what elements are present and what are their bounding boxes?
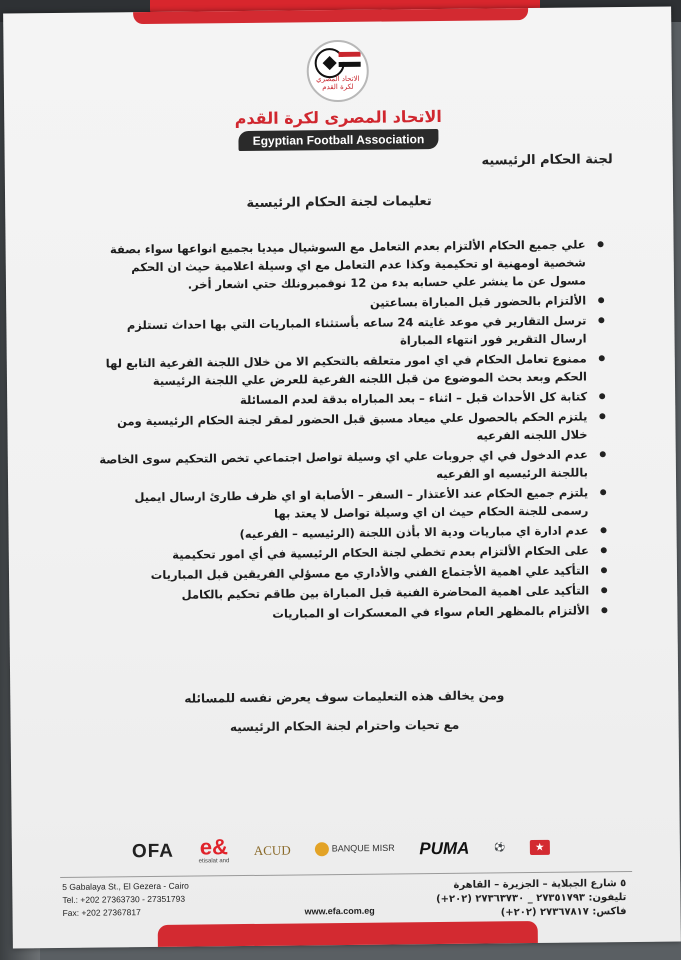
instructions-list — [94, 235, 608, 626]
acud-logo-icon: ACUD — [253, 842, 291, 858]
bullet-icon — [598, 317, 604, 323]
fax-arabic: فاكس: ٢٧٣٦٧٨١٧ (٢٠٢+) — [500, 906, 627, 919]
list-item: التأكيد علي اهمية الأجتماع الفني والأداري مع مسؤلي الفريقين قبل المباريات — [97, 561, 607, 584]
bullet-icon — [601, 547, 607, 553]
addressee: لجنة الحكام الرئيسيه — [481, 152, 613, 169]
bullet-icon — [599, 413, 605, 419]
sports-logo-icon: ⚽ — [493, 841, 506, 852]
association-name-arabic: الاتحاد المصرى لكرة القدم — [234, 106, 442, 129]
closing-warning: ومن يخالف هذه التعليمات سوف يعرض نفسه للمسائله — [184, 688, 505, 706]
list-item: علي جميع الحكام الألتزام بعدم التعامل مع السوشيال ميديا بجميع انواعها سواء بصفة شخصية اومهنية او تحكيمية وكذا عدم التعامل مع اي وسيلة اعلامية حيث ان الحكم مسول عن ما ينشر علي حسابه بدء من 12 نوفمبرونلك حتي اشعار أخر. — [94, 235, 605, 294]
footer-red-band — [158, 921, 538, 948]
bullet-icon — [598, 241, 604, 247]
ora-logo-icon: OFA — [131, 840, 175, 862]
bullet-icon — [601, 587, 607, 593]
list-item: عدم الدخول في اي جروبات علي اي وسيلة تواصل اجتماعي تخص التحكيم سوى الخاصة باللجنة الرئيسيه او الفرعيه — [96, 445, 606, 486]
website-link[interactable]: www.efa.com.eg — [304, 905, 375, 917]
contact-arabic — [436, 877, 627, 921]
telephone-arabic: تليفون: ٢٧٣٥١٧٩٣ _ ٢٧٣٦٣٧٣٠ (٢٠٢+) — [436, 892, 627, 906]
letterhead — [3, 37, 672, 154]
fax-english: Fax: +202 27367817 — [62, 907, 141, 918]
bullet-icon — [601, 527, 607, 533]
etisalat-logo-icon: e& etisalat and — [198, 834, 230, 865]
bullet-icon — [600, 489, 606, 495]
list-item: يلتزم الحكم بالحصول علي ميعاد مسبق قبل الحضور لمقر لجنة الحكام الرئيسية ومن خلال اللجنه الفرعيه — [95, 407, 605, 448]
letter-paper — [3, 7, 681, 949]
list-item: كتابة كل الأحداث قبل – اثناء – بعد المباراه بدقة لعدم المسائلة — [95, 387, 605, 410]
closing-regards: مع تحيات واحترام لجنة الحكام الرئيسيه — [229, 717, 460, 735]
bullet-icon — [599, 355, 605, 361]
banque-misr-logo-icon: BANQUE MISR — [315, 841, 395, 856]
association-name-english: Egyptian Football Association — [239, 129, 439, 151]
contact-english — [62, 880, 189, 920]
list-item: الألتزام بالمظهر العام سواء في المعسكرات او المباريات — [97, 601, 607, 624]
bullet-icon — [600, 451, 606, 457]
address-arabic: ٥ شارع الجبلاية – الجزيرة – القاهرة — [453, 878, 627, 891]
united-logo-icon: ★ — [530, 839, 550, 854]
address-english: 5 Gabalaya St., El Gezera - Cairo — [62, 880, 189, 892]
list-item: على الحكام الألتزام بعدم تخطي لجنة الحكام الرئيسية في أي امور تحكيمية — [97, 541, 607, 564]
bullet-icon — [601, 607, 607, 613]
bullet-icon — [598, 297, 604, 303]
sponsor-logos — [132, 830, 550, 868]
list-item: التأكيد على اهمية المحاضرة الفنية قبل المباراة بين طاقم تحكيم بالكامل — [97, 581, 607, 604]
telephone-english: Tel.: +202 27363730 - 27351793 — [62, 893, 186, 905]
bullet-icon — [601, 567, 607, 573]
bullet-icon — [599, 393, 605, 399]
efa-logo-icon — [306, 40, 369, 103]
list-item: عدم ادارة اي مباريات ودية الا بأذن اللجنة (الرئيسيه – الفرعيه) — [97, 521, 607, 544]
list-item: يلتزم جميع الحكام عند الأعتذار – السفر – الأصابة او اي ظرف طارئ ارسال ايميل رسمى للجنة الحكام حيث ان اي وسيلة تواصل لا يعتد بها — [96, 483, 606, 524]
document-title: تعليمات لجنة الحكام الرئيسية — [246, 194, 432, 211]
logo-inner-text: الاتحاد المصري لكرة القدم — [316, 74, 360, 92]
puma-logo-icon: PUMA — [419, 838, 470, 858]
list-item: ترسل التقارير في موعد غايته 24 ساعه بأستثناء المباريات التي بها احداث تستلزم ارسال التقرير فور انتهاء المباراة — [94, 311, 604, 352]
list-item: ممنوع تعامل الحكام في اي امور متعلقه بالتحكيم الا من خلال اللجنة الفرعية التابع لها الحكم وبعد بحث الموضوع من قبل اللجنه الفرعية للعرض علي اللجنة الرئيسية — [95, 349, 605, 390]
list-item: الألتزام بالحضور قبل المباراة بساعتين — [94, 291, 604, 314]
